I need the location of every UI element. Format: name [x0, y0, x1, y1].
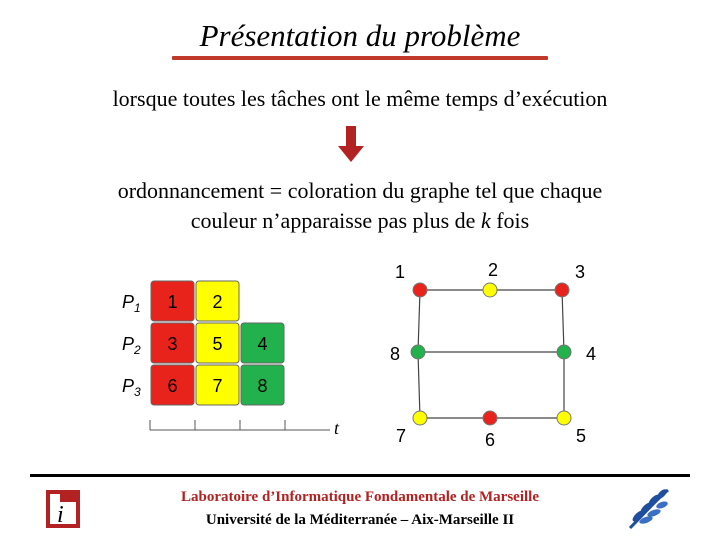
graph-node-label: 5 — [575, 426, 587, 446]
graph-edge — [418, 352, 420, 418]
graph-edge — [562, 290, 564, 352]
graph-node-label: 3 — [574, 262, 586, 282]
lab-name: Laboratoire d’Informatique Fondamentale de Marseille — [180, 489, 539, 505]
graph-node — [483, 283, 497, 297]
condition-text: lorsque toutes les tâches ont le même temps d’exécution — [112, 86, 608, 111]
graph-node-label: 7 — [395, 426, 407, 446]
graph-node-label: 8 — [389, 344, 401, 364]
graph-node-label: 6 — [484, 430, 496, 450]
task-label: 8 — [257, 376, 268, 396]
graph-node-label: 1 — [394, 262, 406, 282]
graph-node-label: 4 — [585, 344, 597, 364]
slide-title: Présentation du problème — [199, 18, 521, 53]
task-label: 1 — [167, 292, 178, 312]
graph-node — [413, 283, 427, 297]
graph-edge — [418, 290, 420, 352]
conclusion-line2b: fois — [490, 208, 530, 233]
task-label: 4 — [257, 334, 268, 354]
processor-label: $P_1$ — [122, 292, 141, 315]
task-label: 2 — [212, 292, 223, 312]
conclusion-line1: ordonnancement = coloration du graphe tel que chaque — [117, 178, 603, 203]
processor-label: $P_2$ — [122, 334, 141, 357]
university-name: Université de la Méditerranée – Aix-Marseille II — [205, 512, 515, 528]
task-label: 6 — [167, 376, 178, 396]
time-axis-label: t — [334, 418, 340, 438]
graph-node — [555, 283, 569, 297]
task-label: 3 — [167, 334, 178, 354]
graph-node-label: 2 — [487, 260, 499, 280]
graph-node — [557, 411, 571, 425]
graph-node — [483, 411, 497, 425]
conclusion-line2a: couleur n’apparaisse pas plus de — [190, 208, 481, 233]
task-label: 5 — [212, 334, 223, 354]
graph-node — [411, 345, 425, 359]
footer-divider — [30, 474, 690, 477]
conclusion-variable: k — [480, 208, 491, 233]
svg-text:i: i — [57, 502, 64, 528]
graph-node — [557, 345, 571, 359]
processor-label: $P_3$ — [122, 376, 141, 399]
task-label: 7 — [212, 376, 223, 396]
graph-node — [413, 411, 427, 425]
